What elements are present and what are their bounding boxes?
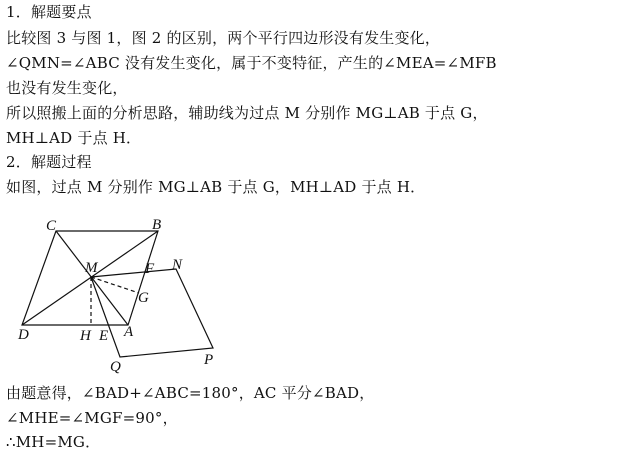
- point-label-a: A: [124, 324, 134, 340]
- text-line: 也没有发生变化，: [6, 79, 128, 97]
- point-label-g: G: [138, 290, 149, 306]
- parallelogram-mnpq: [91, 269, 213, 357]
- point-label-h: H: [80, 328, 91, 344]
- text-line: 如图，过点 M 分别作 MG⊥AB 于点 G，MH⊥AD 于点 H．: [6, 178, 426, 196]
- point-label-c: C: [46, 218, 57, 234]
- text-line: 由题意得，∠BAD+∠ABC=180°，AC 平分∠BAD，: [6, 384, 375, 402]
- section-heading-1: 1．解题要点: [6, 3, 92, 21]
- text-line: ∠QMN=∠ABC 没有发生变化，属于不变特征，产生的∠MEA=∠MFB: [6, 54, 497, 72]
- diagonal-bd: [22, 231, 158, 325]
- text-line: MH⊥AD 于点 H．: [6, 129, 142, 147]
- text-line: ∴MH=MG．: [6, 433, 101, 451]
- point-label-q: Q: [110, 359, 121, 375]
- point-label-m: M: [85, 260, 98, 276]
- point-label-e: E: [99, 328, 109, 344]
- point-label-p: P: [204, 352, 214, 368]
- point-label-n: N: [172, 257, 183, 273]
- section-heading-2: 2．解题过程: [6, 153, 92, 171]
- text-line: ∠MHE=∠MGF=90°，: [6, 409, 178, 427]
- perpendicular-mg: [91, 277, 139, 293]
- point-label-f: F: [145, 261, 155, 277]
- point-label-d: D: [18, 327, 29, 343]
- point-label-b: B: [152, 217, 162, 233]
- text-line: 所以照搬上面的分析思路，辅助线为过点 M 分别作 MG⊥AB 于点 G，: [6, 104, 488, 122]
- text-line: 比较图 3 与图 1，图 2 的区别，两个平行四边形没有发生变化，: [6, 29, 441, 47]
